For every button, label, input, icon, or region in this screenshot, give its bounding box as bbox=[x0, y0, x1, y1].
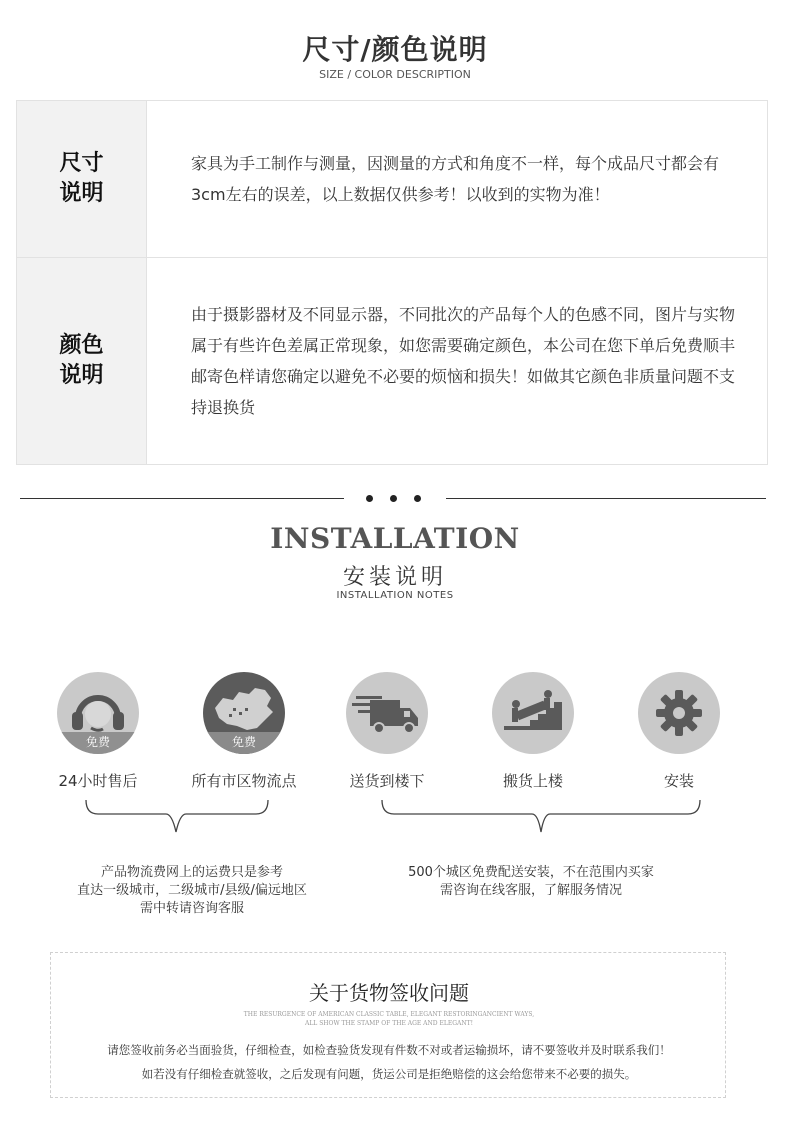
service-label-logistics: 所有市区物流点 bbox=[191, 772, 297, 790]
receipt-warning: 如若没有仔细检查就签收，之后发现有问题，货运公司是拒绝赔偿的这会给您带来不必要的损失。 bbox=[141, 1067, 637, 1081]
service-label-carry-upstairs: 搬货上楼 bbox=[502, 772, 563, 790]
delivery-note: 500个城区免费配送安装，不在范围内买家 需咨询在线客服，了解服务情况 bbox=[408, 865, 654, 898]
receipt-instruction: 请您签收前务必当面验货，仔细检查，如检查验货发现有件数不对或者运输损坏，请不要签收并及时联系我们！ bbox=[107, 1043, 671, 1057]
size-description-row bbox=[17, 101, 767, 258]
installation-title-en: INSTALLATION bbox=[270, 522, 520, 555]
service-circle-install bbox=[638, 672, 720, 754]
receipt-notice-box bbox=[50, 952, 726, 1098]
installation-subtitle: INSTALLATION NOTES bbox=[336, 590, 454, 601]
logistics-note: 产品物流费网上的运费只是参考 直达一级城市，二级城市/县级/偏远地区 需中转请咨询客服 bbox=[77, 865, 307, 916]
brace-left bbox=[84, 798, 270, 838]
section-title: 尺寸/颜色说明 bbox=[302, 33, 488, 66]
divider-dot bbox=[390, 495, 397, 502]
divider-dot bbox=[414, 495, 421, 502]
installation-title-cn: 安装说明 bbox=[342, 565, 447, 590]
service-circle-carry-upstairs bbox=[492, 672, 574, 754]
description-table bbox=[16, 100, 768, 465]
gear-icon bbox=[638, 672, 720, 754]
free-badge: 免费 bbox=[57, 732, 139, 754]
service-label-delivery: 送货到楼下 bbox=[349, 772, 425, 790]
color-description-text: 由于摄影器材及不同显示器，不同批次的产品每个人的色感不同，图片与实物属于有些许色差属正常现象，如您需要确定颜色，本公司在您下单后免费顺丰邮寄色样请您确定以避免不必要的烦恼和损失！如做其它颜色非质量问题不支持退换货 bbox=[191, 305, 736, 417]
color-description-row bbox=[17, 258, 767, 464]
service-circle-logistics bbox=[203, 672, 285, 754]
service-label-install: 安装 bbox=[663, 772, 694, 790]
divider-line-right bbox=[446, 498, 766, 499]
service-label-after-sales: 24小时售后 bbox=[58, 772, 138, 790]
free-badge: 免费 bbox=[203, 732, 285, 754]
section-subtitle: SIZE / COLOR DESCRIPTION bbox=[319, 68, 471, 81]
size-description-label: 尺寸说明 bbox=[59, 151, 104, 206]
divider-line-left bbox=[20, 498, 344, 499]
color-description-label: 颜色说明 bbox=[59, 333, 104, 388]
delivery-truck-icon bbox=[346, 672, 428, 754]
carry-upstairs-icon bbox=[492, 672, 574, 754]
receipt-english-tagline: THE RESURGENCE OF AMERICAN CLASSIC TABLE, ELEGANT RESTORINGANCIENT WAYS, ALL SHOW THE STAMP OF THE AGE AND ELEGANT! bbox=[243, 1011, 535, 1027]
divider-dot bbox=[366, 495, 373, 502]
service-circle-after-sales bbox=[57, 672, 139, 754]
service-circle-delivery bbox=[346, 672, 428, 754]
size-description-text: 家具为手工制作与测量，因测量的方式和角度不一样，每个成品尺寸都会有3cm左右的误差，以上数据仅供参考！以收到的实物为准！ bbox=[191, 154, 720, 204]
receipt-title: 关于货物签收问题 bbox=[309, 981, 469, 1005]
brace-right bbox=[380, 798, 702, 838]
